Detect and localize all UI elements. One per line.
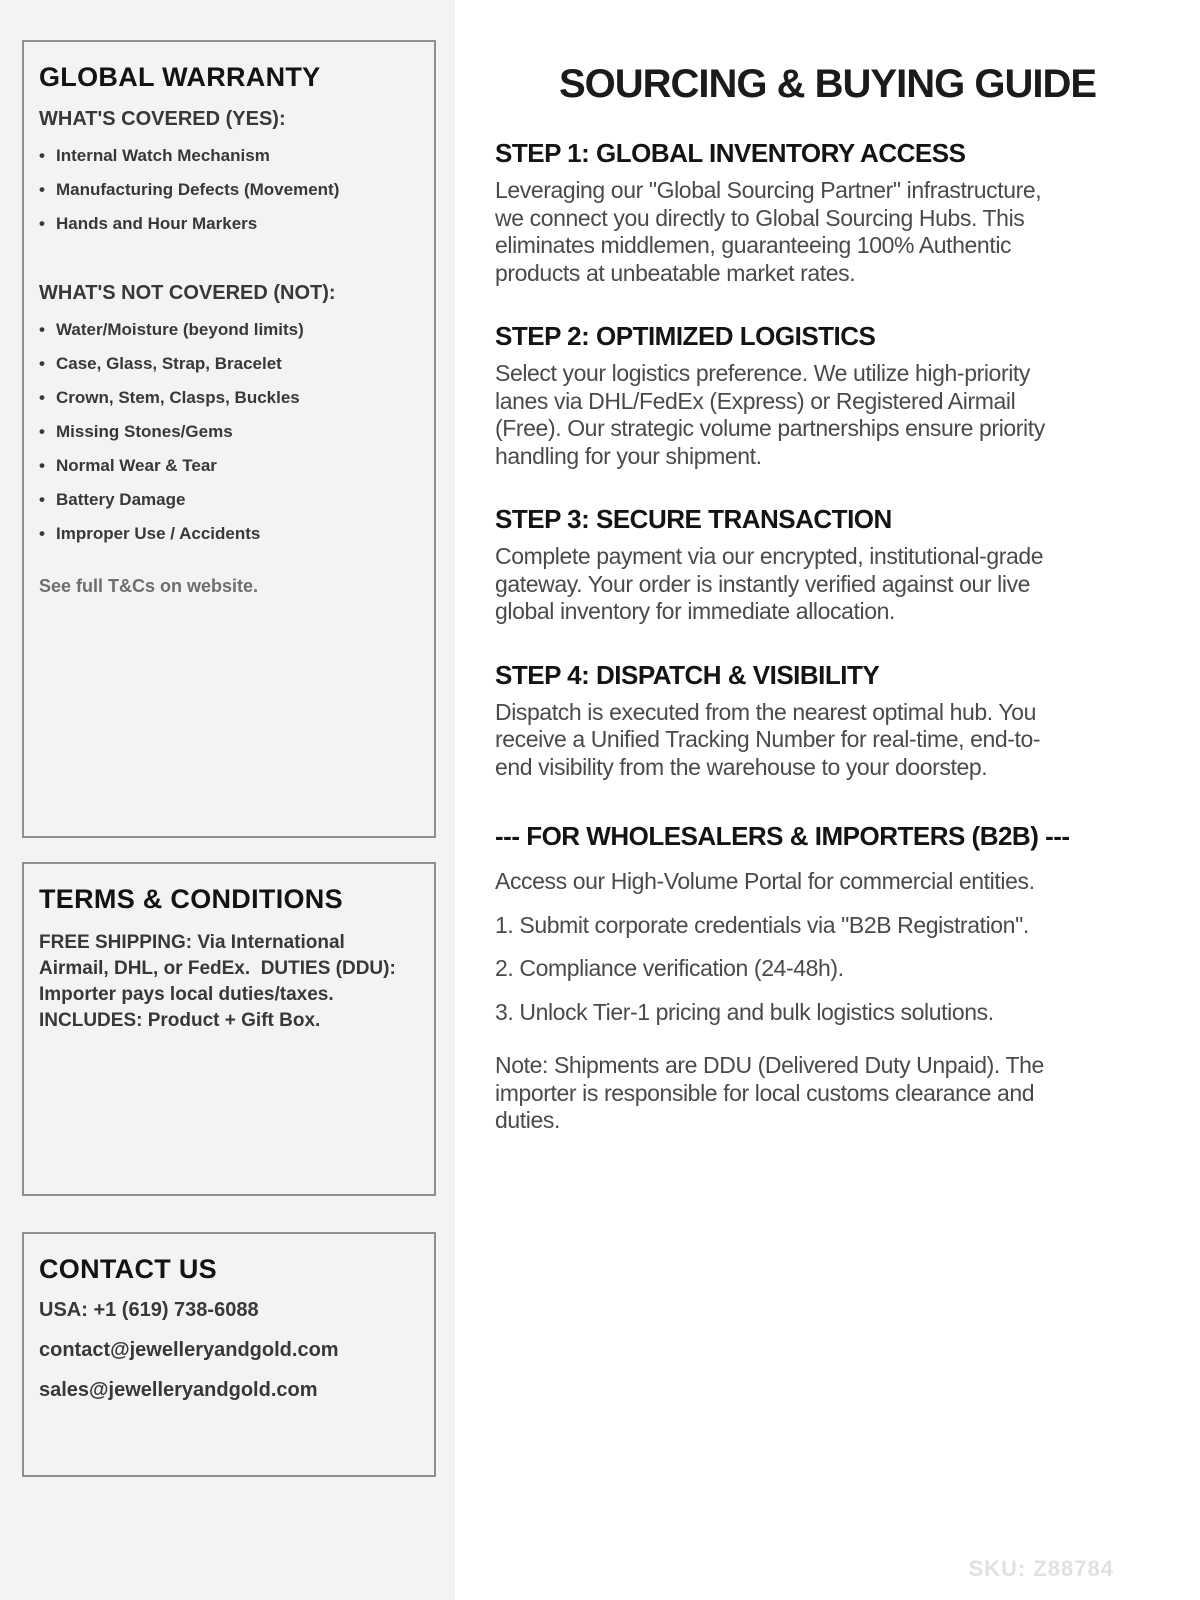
step-2-heading: STEP 2: OPTIMIZED LOGISTICS: [495, 321, 876, 351]
b2b-section: [495, 821, 1160, 1135]
not-covered-item: • Normal Wear & Tear: [39, 455, 419, 476]
sku-label: SKU: Z88784: [968, 1556, 1114, 1581]
step-1-heading: STEP 1: GLOBAL INVENTORY ACCESS: [495, 138, 966, 168]
contact-email-sales: sales@jewelleryandgold.com: [39, 1379, 318, 1401]
step-3-section: [495, 504, 1160, 626]
not-covered-item: • Case, Glass, Strap, Bracelet: [39, 353, 419, 374]
not-covered-item: • Water/Moisture (beyond limits): [39, 319, 419, 340]
not-covered-heading: WHAT'S NOT COVERED (NOT):: [39, 282, 336, 304]
covered-item: • Manufacturing Defects (Movement): [39, 179, 419, 200]
step-4-section: [495, 660, 1160, 782]
guide-content: [455, 0, 1200, 1600]
not-covered-item: • Battery Damage: [39, 489, 419, 510]
not-covered-list: [39, 319, 419, 544]
covered-list: [39, 145, 419, 234]
warranty-panel: [22, 40, 436, 838]
b2b-intro: Access our High-Volume Portal for commercial entities.: [495, 868, 1035, 894]
not-covered-item: • Missing Stones/Gems: [39, 421, 419, 442]
step-1-section: [495, 138, 1160, 287]
b2b-item-1: 1. Submit corporate credentials via "B2B Registration".: [495, 911, 1029, 938]
covered-item: • Internal Watch Mechanism: [39, 145, 419, 166]
covered-heading: WHAT'S COVERED (YES):: [39, 108, 286, 130]
terms-panel: [22, 862, 436, 1196]
step-2-body: Select your logistics preference. We utilize high-priority lanes via DHL/FedEx (Express) or Registered Airmail (Free). Our strategic volume partnerships ensure priority handling for your shipment.: [495, 360, 1045, 469]
not-covered-item: • Crown, Stem, Clasps, Buckles: [39, 387, 419, 408]
step-3-heading: STEP 3: SECURE TRANSACTION: [495, 504, 892, 534]
terms-title: TERMS & CONDITIONS: [39, 884, 343, 914]
info-sidebar: [0, 0, 455, 1600]
warranty-footnote: See full T&Cs on website.: [39, 576, 259, 596]
b2b-note: Note: Shipments are DDU (Delivered Duty Unpaid). The importer is responsible for local customs clearance and duties.: [495, 1052, 1044, 1133]
step-2-section: [495, 321, 1160, 470]
contact-panel: [22, 1232, 436, 1477]
step-3-body: Complete payment via our encrypted, institutional-grade gateway. Your order is instantly verified against our live global inventory for immediate allocation.: [495, 543, 1044, 624]
contact-phone: USA: +1 (619) 738-6088: [39, 1299, 259, 1321]
step-1-body: Leveraging our "Global Sourcing Partner" infrastructure, we connect you directly to Global Sourcing Hubs. This eliminates middlemen, guaranteeing 100% Authentic products at unbeatable market rates.: [495, 177, 1042, 286]
covered-item: • Hands and Hour Markers: [39, 213, 419, 234]
page-title: SOURCING & BUYING GUIDE: [558, 62, 1097, 106]
warranty-title: GLOBAL WARRANTY: [39, 62, 321, 92]
contact-title: CONTACT US: [39, 1254, 217, 1284]
terms-body: FREE SHIPPING: Via International Airmail, DHL, or FedEx. DUTIES (DDU): Importer pays local duties/taxes. INCLUDES: Product + Gift Box.: [39, 932, 402, 1031]
not-covered-item: • Improper Use / Accidents: [39, 523, 419, 544]
step-4-body: Dispatch is executed from the nearest optimal hub. You receive a Unified Tracking Number for real-time, end-to-end visibility from the warehouse to your doorstep.: [495, 698, 1041, 780]
contact-email-primary: contact@jewelleryandgold.com: [39, 1339, 339, 1361]
b2b-item-3: 3. Unlock Tier-1 pricing and bulk logistics solutions.: [495, 998, 994, 1025]
step-4-heading: STEP 4: DISPATCH & VISIBILITY: [495, 659, 880, 690]
b2b-heading: --- FOR WHOLESALERS & IMPORTERS (B2B) ---: [495, 821, 1070, 851]
b2b-item-2: 2. Compliance verification (24-48h).: [495, 955, 844, 981]
